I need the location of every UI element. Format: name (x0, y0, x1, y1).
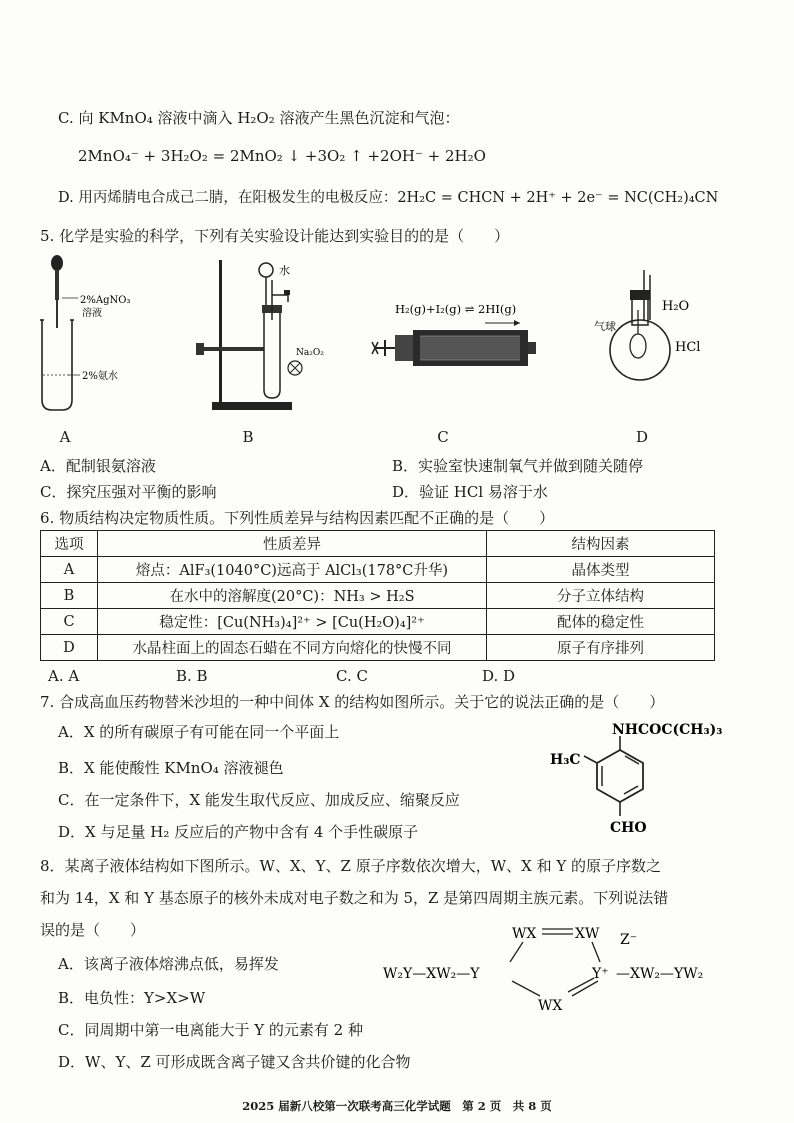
q5-option-d: D．验证 HCl 易溶于水 (392, 483, 548, 501)
table-cell: A (41, 557, 98, 583)
fig-a-label-ammonia: 2%氨水 (82, 371, 118, 382)
table-header-factor: 结构因素 (487, 531, 715, 557)
q7-option-d: D．X 与足量 H₂ 反应后的产物中含有 4 个手性碳原子 (58, 823, 419, 841)
table-header-row (41, 531, 715, 557)
q8-struct-xw: XW (575, 926, 600, 942)
fig-b-label-na2o2: Na₂O₂ (296, 348, 324, 358)
table-cell: 配体的稳定性 (487, 609, 715, 635)
q5-stem: 5. 化学是实验的科学，下列有关实验设计能达到实验目的的是（ ） (40, 227, 510, 245)
q8-struct-right: —XW₂—YW₂ (616, 966, 704, 982)
table-header-option: 选项 (41, 531, 98, 557)
q8-stem-line3: 误的是（ ） (40, 921, 146, 939)
q5-option-a: A．配制银氨溶液 (40, 457, 156, 475)
fig-d-label-balloon: 气球 (594, 320, 616, 333)
q5-caption-a: A (59, 428, 71, 446)
q4-option-c: C. 向 KMnO₄ 溶液中滴入 H₂O₂ 溶液产生黑色沉淀和气泡： (58, 109, 460, 127)
q6-table (40, 530, 715, 661)
q8-struct-y-plus: Y⁺ (592, 966, 609, 982)
table-cell: 在水中的溶解度(20°C)：NH₃ > H₂S (98, 583, 487, 609)
fig-d-flask-balloon (594, 270, 700, 380)
q5-option-c: C．探究压强对平衡的影响 (40, 483, 217, 501)
fig-d-label-water: H₂O (662, 299, 690, 314)
q8-struct-anion: Z⁻ (620, 932, 638, 948)
q7-struct-top: NHCOC(CH₃)₃ (612, 722, 723, 738)
q8-option-d: D．W、Y、Z 可形成既含离子键又含共价键的化合物 (58, 1053, 411, 1071)
q5-caption-d: D (635, 428, 649, 446)
fig-c-label-equilibrium: H₂(g)+I₂(g) ⇌ 2HI(g) (395, 302, 517, 316)
q7-structure-x (540, 722, 760, 847)
q6-choice-d: D. D (482, 667, 516, 685)
table-row (41, 557, 715, 583)
q4-option-d: D. 用丙烯腈电合成己二腈，在阳极发生的电极反应：2H₂C = CHCN + 2H⁺ + 2e⁻ = NC(CH₂)₄CN (58, 190, 719, 206)
table-cell: 稳定性：[Cu(NH₃)₄]²⁺ > [Cu(H₂O)₄]²⁺ (98, 609, 487, 635)
table-row (41, 583, 715, 609)
fig-a-label-solution: 溶液 (82, 308, 102, 319)
q8-stem-line1: 8．某离子液体结构如下图所示。W、X、Y、Z 原子序数依次增大，W、X 和 Y 的原子序数之 (40, 857, 662, 875)
table-row (41, 609, 715, 635)
table-cell: 晶体类型 (487, 557, 715, 583)
table-cell: B (41, 583, 98, 609)
table-cell: C (41, 609, 98, 635)
q7-struct-left: H₃C (550, 752, 581, 768)
q8-option-a: A．该离子液体熔沸点低，易挥发 (58, 955, 279, 973)
q6-choice-b: B. B (176, 667, 208, 685)
q8-struct-left: W₂Y—XW₂—Y (383, 966, 480, 982)
q5-caption-c: C (437, 428, 449, 446)
q5-apparatus-figures (0, 250, 794, 430)
table-row (41, 635, 715, 661)
fig-a-dropper-test-tube (40, 255, 130, 410)
q5-caption-b: B (242, 428, 254, 446)
page-footer: 2025 届新八校第一次联考高三化学试题 第 2 页 共 8 页 (242, 1099, 552, 1113)
q7-option-a: A．X 的所有碳原子有可能在同一个平面上 (58, 723, 340, 741)
fig-a-label-agno3: 2%AgNO₃ (80, 295, 131, 306)
q6-choice-c: C. C (336, 667, 368, 685)
q6-stem: 6. 物质结构决定物质性质。下列性质差异与结构因素匹配不正确的是（ ） (40, 509, 555, 527)
q7-option-c: C．在一定条件下，X 能发生取代反应、加成反应、缩聚反应 (58, 791, 460, 809)
q8-struct-wx-bottom: WX (538, 998, 563, 1014)
table-cell: 分子立体结构 (487, 583, 715, 609)
q8-option-c: C．同周期中第一电离能大于 Y 的元素有 2 种 (58, 1021, 363, 1039)
table-cell: 熔点：AlF₃(1040°C)远高于 AlCl₃(178°C升华) (98, 557, 487, 583)
table-cell: D (41, 635, 98, 661)
q7-stem: 7. 合成高血压药物替米沙坦的一种中间体 X 的结构如图所示。关于它的说法正确的是（ ） (40, 693, 665, 711)
q7-option-b: B．X 能使酸性 KMnO₄ 溶液褪色 (58, 759, 284, 777)
q6-choice-a: A. A (48, 667, 80, 685)
table-cell: 水晶柱面上的固态石蜡在不同方向熔化的快慢不同 (98, 635, 487, 661)
q7-struct-bottom: CHO (610, 820, 647, 836)
q8-option-b: B．电负性：Y>X>W (58, 989, 206, 1007)
fig-b-stand-apparatus (196, 260, 324, 410)
table-header-property: 性质差异 (98, 531, 487, 557)
fig-b-label-water: 水 (279, 264, 290, 277)
fig-c-syringe (372, 302, 536, 366)
table-cell: 原子有序排列 (487, 635, 715, 661)
q5-option-b: B．实验室快速制氧气并做到随关随停 (392, 457, 644, 475)
q8-ionic-liquid-structure (380, 918, 760, 1018)
q8-struct-wx-top: WX (512, 926, 537, 942)
q8-stem-line2: 和为 14，X 和 Y 基态原子的核外未成对电子数之和为 5，Z 是第四周期主族元素。下列说法错 (40, 889, 669, 907)
fig-d-label-hcl: HCl (675, 340, 701, 355)
q4-option-c-equation: 2MnO₄⁻ + 3H₂O₂ = 2MnO₂ ↓ +3O₂ ↑ +2OH⁻ + 2H₂O (78, 147, 486, 165)
